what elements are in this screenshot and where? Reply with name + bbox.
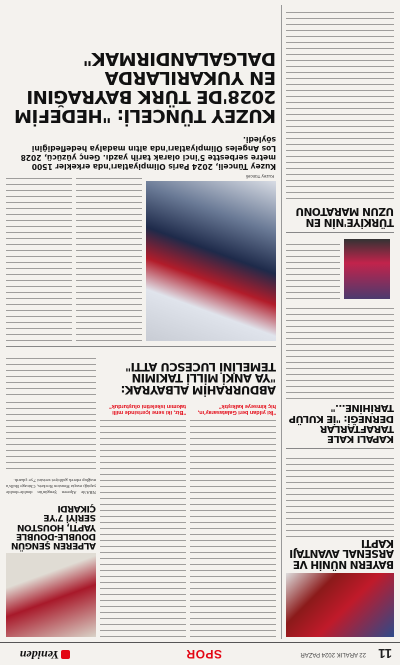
main-headline: KUZEY TÜNCELİ: "HEDEFİM 2028'DE TÜRK BAYRAĞINI EN YUKARILARDA DALGALANDIRMAK" [14, 48, 276, 126]
albayrak-body-col1 [190, 417, 276, 637]
masthead [0, 642, 400, 665]
albayrak-pull-quote-1: "İki yıldan beri Galatasaray'ın, hiç kimseye kalkıştık" [197, 403, 276, 415]
section-title: SPOR [185, 647, 222, 661]
bayern-body [286, 453, 394, 537]
tunceli-lead: Kuzey Tünceli, 2024 Paris Olimpiyatları'nda erkekler 1500 metre serbestte 5'inci olarak tarih yazdı. Genç yüzücü, 2028 Los Angeles Olimpiyatları'nda altın madalya hedeflediğini söyledi. [20, 135, 276, 171]
kapali-kale-photo [344, 239, 390, 299]
albayrak-pull-quote-2: "Biz, iki sene içerisinde milli takımın iskeletini oluşturduk" [109, 403, 186, 415]
newspaper-logo [20, 647, 70, 662]
albayrak-body-col2 [100, 417, 186, 637]
bayern-headline: BAYERN NÜNİH VE ARSENAL AVANTAJI KAPTI [289, 536, 394, 570]
bayern-photo [286, 573, 394, 637]
albayrak-body-col3 [6, 355, 96, 395]
issue-date: 22 ARALIK 2024 PAZAR [300, 651, 366, 657]
page-number: 11 [378, 646, 392, 661]
sengun-photo [6, 553, 96, 637]
logo-text: Yeniden [19, 648, 59, 662]
kapali-kale-body [286, 303, 394, 399]
sengun-body [6, 399, 96, 469]
maraton-body [286, 7, 394, 199]
logo-icon [61, 650, 70, 659]
sengun-intro: NBA'de Alperen Şengün'ün double-double yaptığı maçta Houston Rockets, Chicago Bulls'u mağlup ederek galibiyet serisini 7'ye çıkardı. [6, 478, 96, 495]
albayrak-headline: ABDURRAHİM ALBAYRAK: "YA ANKİ MİLLİ TAKIMIN TEMELİNİ LUCESCU ATTI" [121, 359, 276, 397]
column-divider [281, 5, 282, 639]
tunceli-body-col1 [76, 175, 142, 341]
maraton-headline: TÜRKİYE'NİN EN UZUN MARATONU [296, 205, 394, 228]
tunceli-body-col2 [6, 175, 72, 341]
kapali-kale-headline: KAPALI KALE TARAFTARLAR DERNEĞİ: "İE KULÜP TARİHİNE..." [289, 402, 394, 444]
sengun-headline: ALPEREN ŞENGÜN DOUBLE-DOUBLE YAPTI, HOUSTON SERİYİ 7'YE ÇIKARDI [11, 503, 96, 550]
kapali-kale-body-2 [286, 239, 340, 299]
tunceli-photo-caption: Kuzey Tünceli [245, 174, 274, 179]
tunceli-photo [146, 181, 276, 341]
